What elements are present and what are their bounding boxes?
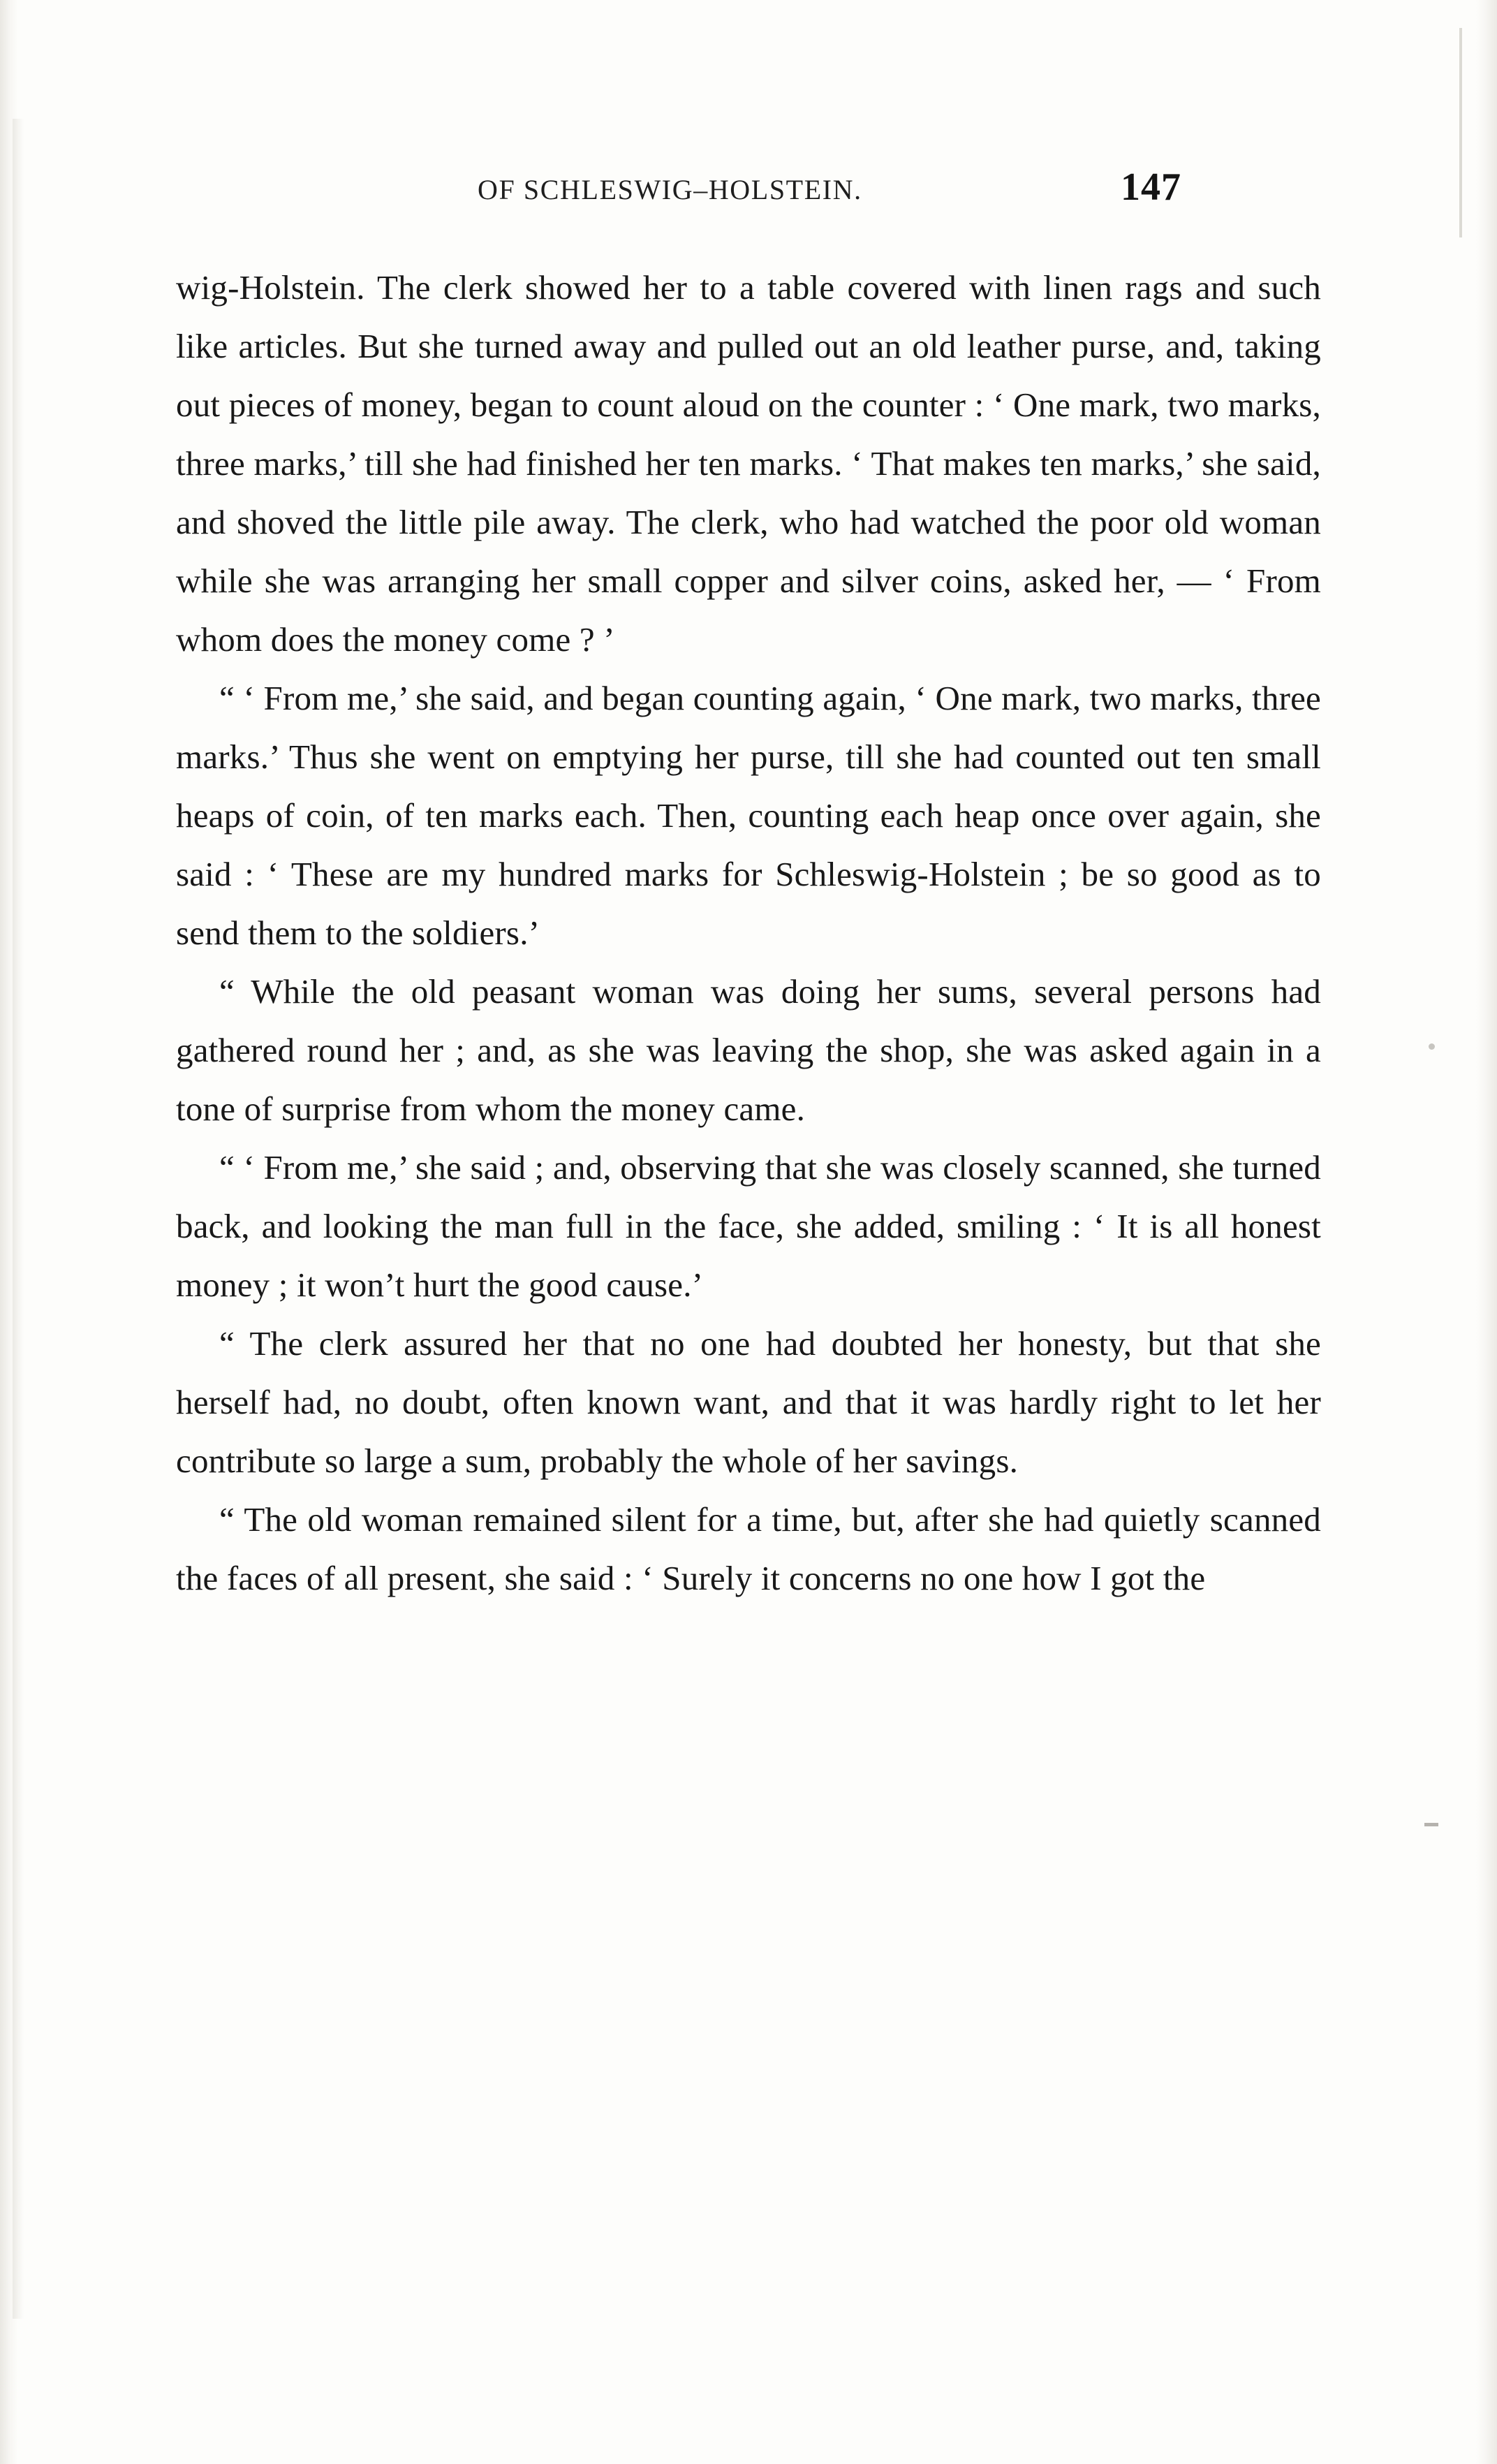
page-right-edge-shadow [1476,0,1497,2464]
page-body-text [176,258,1321,1608]
paragraph: “ ‘ From me,’ she said ; and, observing that she was closely scanned, she turned back, and looking the man full in the face, she added, smiling : ‘ It is all honest money ; it won’t hurt the good cause.’ [176,1148,1321,1304]
paragraph: “ The old woman remained silent for a time, but, after she had quietly scanned the faces of all present, she said : ‘ Surely it concerns no one how I got the [176,1500,1321,1597]
page-gutter-shadow [13,119,24,2319]
paragraph: “ The clerk assured her that no one had doubted her honesty, but that she herself had, no doubt, often known want, and that it was hardly right to let her contribute so large a sum, probably the whole of her savings. [176,1324,1321,1480]
page-header [0,0,1497,222]
margin-speck-lower [1424,1823,1438,1826]
paragraph: “ ‘ From me,’ she said, and began counting again, ‘ One mark, two marks, three marks.’ Thus she went on emptying her purse, till she had counted out ten small heaps of coin, of ten marks each. Then, counting each heap once over again, she said : ‘ These are my hundred marks for Schleswig-Holstein ; be so good as to send them to the soldiers.’ [176,679,1321,952]
running-head: OF SCHLESWIG–HOLSTEIN. [478,174,862,205]
page-number: 147 [1121,166,1181,209]
margin-speck-upper [1429,1043,1435,1050]
paragraph: wig-Holstein. The clerk showed her to a table covered with linen rags and such like articles. But she turned away and pulled out an old leather purse, and, taking out pieces of money, began to count aloud on the counter : ‘ One mark, two marks, three marks,’ till she had finished her ten marks. ‘ That makes ten marks,’ she said, and shoved the little pile away. The clerk, who had watched the poor old woman while she was arranging her small copper and silver coins, asked her, — ‘ From whom does the money come ? ’ [176,268,1321,659]
paragraph: “ While the old peasant woman was doing her sums, several persons had gathered round her ; and, as she was leaving the shop, she was asked again in a tone of surprise from whom the money came. [176,972,1321,1128]
